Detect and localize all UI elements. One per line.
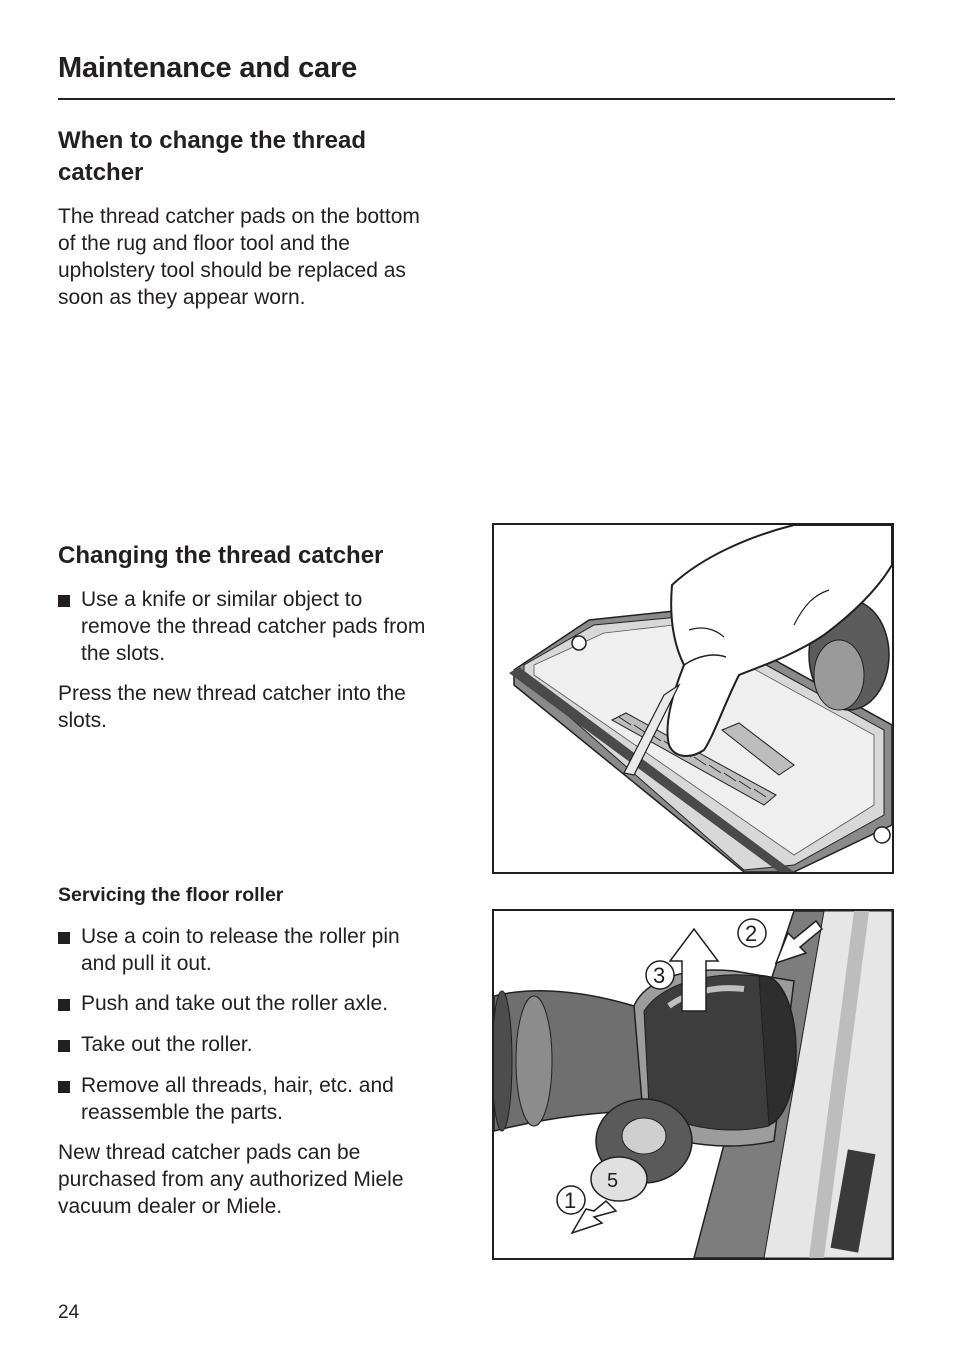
text-line: Use a knife or similar object to xyxy=(81,588,363,611)
bullet-text xyxy=(81,1072,394,1126)
bullet-item xyxy=(58,990,478,1017)
floor-roller-drawing xyxy=(494,911,892,1258)
text-line: vacuum dealer or Miele. xyxy=(58,1195,283,1218)
text-line: remove the thread catcher pads from xyxy=(81,615,426,638)
step-1-label: 1 xyxy=(564,1188,577,1213)
text-line: Press the new thread catcher into the xyxy=(58,682,406,705)
text-line: soon as they appear worn. xyxy=(58,286,306,309)
text-line: purchased from any authorized Miele xyxy=(58,1168,404,1191)
bullet-square-icon xyxy=(58,595,70,607)
text-line: and pull it out. xyxy=(81,952,212,975)
paragraph-purchase-info xyxy=(58,1139,478,1220)
coin-label: 5 xyxy=(607,1170,619,1192)
bullet-item xyxy=(58,1031,478,1058)
bullet-text xyxy=(81,923,400,977)
heading-line-2: catcher xyxy=(58,159,144,186)
section-when-to-change xyxy=(58,125,366,189)
text-line: the slots. xyxy=(81,642,166,665)
bullet-square-icon xyxy=(58,932,70,944)
text-line: reassemble the parts. xyxy=(81,1101,283,1124)
text-line: The thread catcher pads on the bottom xyxy=(58,205,420,228)
text-line: slots. xyxy=(58,709,108,732)
paragraph-when-to-change xyxy=(58,203,478,311)
bullet-square-icon xyxy=(58,1081,70,1093)
bullet-item xyxy=(58,1072,478,1126)
text-line: New thread catcher pads can be xyxy=(58,1141,361,1164)
page-title: Maintenance and care xyxy=(58,52,357,84)
text-line: Remove all threads, hair, etc. and xyxy=(81,1074,394,1097)
title-divider xyxy=(58,98,895,100)
floor-tool-hand-drawing xyxy=(494,525,892,872)
page-number: 24 xyxy=(58,1302,80,1323)
illustration-thread-catcher xyxy=(492,523,894,874)
paragraph-press-new xyxy=(58,680,478,734)
bullet-text xyxy=(81,1031,253,1058)
heading-line-1: When to change the thread xyxy=(58,127,367,154)
text-line: upholstery tool should be replaced as xyxy=(58,259,406,282)
step-3-label: 3 xyxy=(653,963,666,988)
bullet-square-icon xyxy=(58,999,70,1011)
step-2-label: 2 xyxy=(745,921,758,946)
text-line: of the rug and floor tool and the xyxy=(58,232,350,255)
text-line: Take out the roller. xyxy=(81,1033,253,1056)
illustration-floor-roller xyxy=(492,909,894,1260)
bullet-text xyxy=(81,586,425,667)
heading-servicing-floor-roller: Servicing the floor roller xyxy=(58,884,284,906)
bullet-item xyxy=(58,586,478,667)
text-line: Push and take out the roller axle. xyxy=(81,992,389,1015)
bullet-square-icon xyxy=(58,1040,70,1052)
bullet-item xyxy=(58,923,478,977)
bullet-text xyxy=(81,990,388,1017)
text-line: Use a coin to release the roller pin xyxy=(81,925,400,948)
heading-when-to-change xyxy=(58,125,366,189)
heading-changing-thread-catcher: Changing the thread catcher xyxy=(58,542,384,569)
